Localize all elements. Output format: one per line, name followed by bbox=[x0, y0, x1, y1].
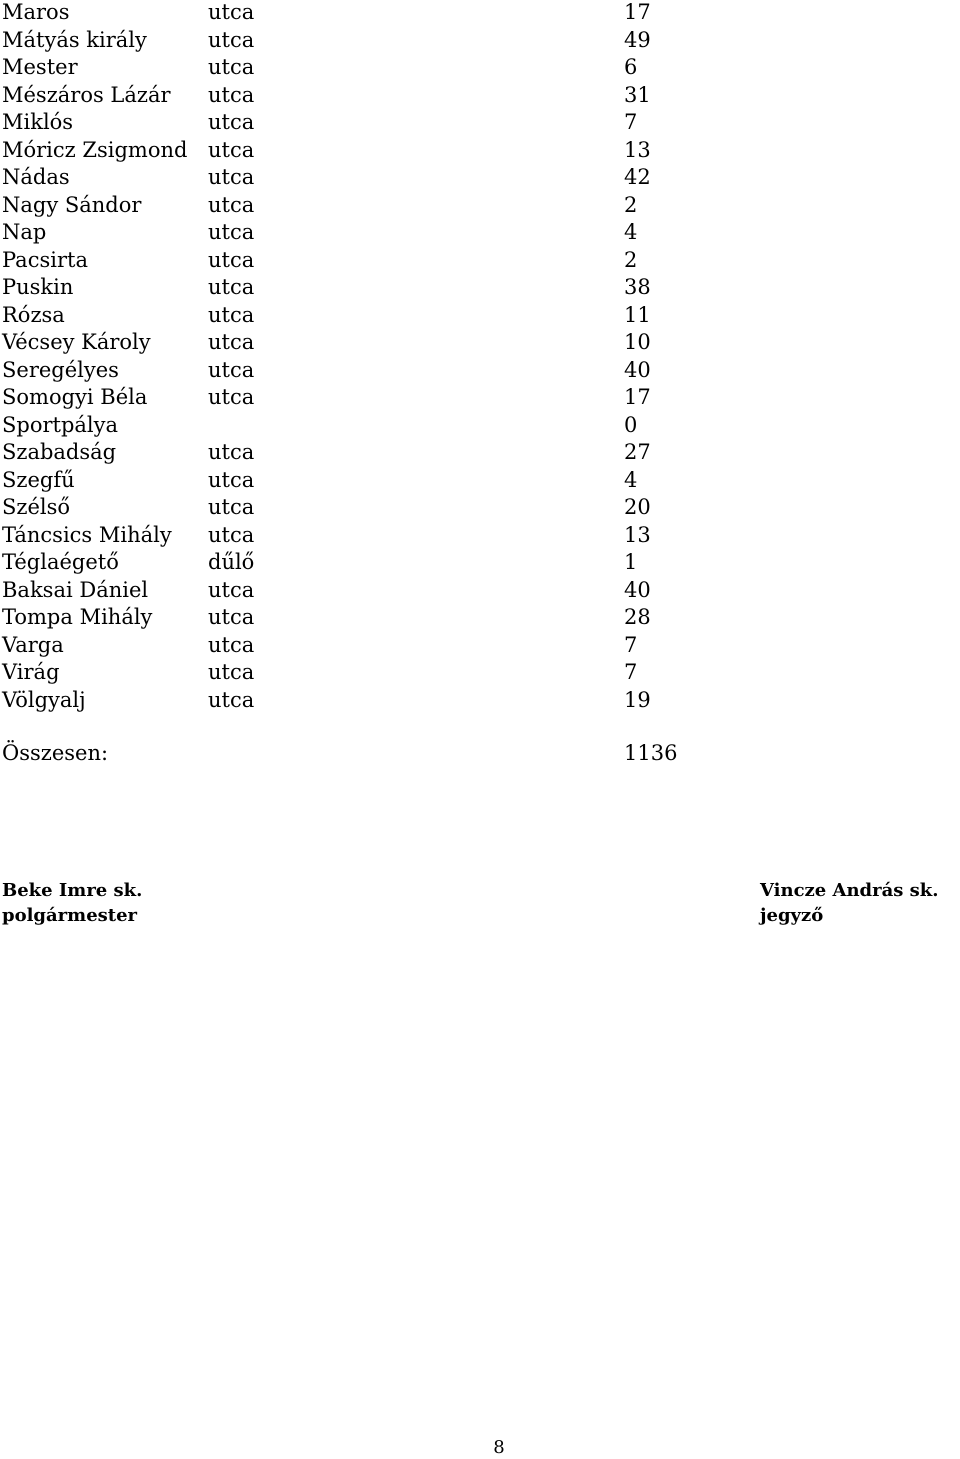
table-row bbox=[0, 523, 960, 551]
street-count: 38 bbox=[624, 275, 651, 299]
street-count: 1 bbox=[624, 550, 638, 574]
street-name: Nádas bbox=[2, 165, 70, 189]
street-type: utca bbox=[208, 330, 255, 354]
street-name: Pacsirta bbox=[2, 247, 88, 272]
street-type: dűlő bbox=[208, 550, 255, 574]
signature-notary bbox=[760, 878, 939, 928]
signature-title: jegyző bbox=[760, 905, 824, 926]
street-name: Táncsics Mihály bbox=[2, 522, 172, 547]
street-type: utca bbox=[208, 467, 255, 492]
total-row bbox=[0, 741, 960, 769]
street-name: Puskin bbox=[2, 275, 74, 299]
table-row bbox=[0, 688, 960, 716]
table-row bbox=[0, 55, 960, 83]
street-name: Völgyalj bbox=[2, 687, 86, 712]
street-count: 20 bbox=[624, 495, 651, 519]
street-count: 27 bbox=[624, 440, 651, 464]
street-name: Maros bbox=[2, 0, 70, 24]
street-type: utca bbox=[208, 632, 255, 657]
street-count: 2 bbox=[624, 247, 638, 272]
table-row bbox=[0, 660, 960, 688]
table-row bbox=[0, 495, 960, 523]
street-count: 28 bbox=[624, 605, 651, 629]
street-type: utca bbox=[208, 660, 255, 684]
street-type: utca bbox=[208, 495, 255, 519]
street-type: utca bbox=[208, 82, 255, 107]
street-name: Szegfű bbox=[2, 467, 75, 492]
street-count: 11 bbox=[624, 302, 651, 327]
street-name: Mészáros Lázár bbox=[2, 82, 171, 107]
street-name: Miklós bbox=[2, 110, 74, 134]
street-count: 4 bbox=[624, 467, 638, 492]
street-type: utca bbox=[208, 0, 255, 24]
street-name: Varga bbox=[2, 632, 64, 657]
street-type: utca bbox=[208, 137, 255, 162]
street-count: 17 bbox=[624, 385, 651, 409]
street-name: Nap bbox=[2, 220, 47, 244]
street-count: 40 bbox=[624, 577, 651, 602]
street-name: Szélső bbox=[2, 495, 71, 519]
total-label: Összesen: bbox=[2, 741, 109, 765]
street-count: 13 bbox=[624, 522, 651, 547]
street-type: utca bbox=[208, 220, 255, 244]
street-name: Mátyás király bbox=[2, 27, 147, 52]
street-count: 10 bbox=[624, 330, 651, 354]
page-number: 8 bbox=[493, 1437, 505, 1458]
signature-name: Vincze András sk. bbox=[760, 880, 939, 901]
total-value: 1136 bbox=[624, 741, 678, 765]
street-name: Seregélyes bbox=[2, 357, 119, 382]
table-row bbox=[0, 633, 960, 661]
table-row bbox=[0, 275, 960, 303]
street-count: 31 bbox=[624, 82, 651, 107]
street-name: Somogyi Béla bbox=[2, 385, 148, 409]
street-count: 17 bbox=[624, 0, 651, 24]
street-type: utca bbox=[208, 110, 255, 134]
street-name: Szabadság bbox=[2, 440, 117, 464]
street-count: 0 bbox=[624, 412, 638, 437]
signature-title: polgármester bbox=[2, 905, 138, 926]
street-name: Móricz Zsigmond bbox=[2, 137, 188, 162]
signature-name: Beke Imre sk. bbox=[2, 880, 143, 901]
street-count: 40 bbox=[624, 357, 651, 382]
table-row bbox=[0, 605, 960, 633]
table-row bbox=[0, 468, 960, 496]
street-type: utca bbox=[208, 605, 255, 629]
street-count: 2 bbox=[624, 192, 638, 217]
street-name: Virág bbox=[2, 660, 60, 684]
table-row bbox=[0, 440, 960, 468]
street-type: utca bbox=[208, 192, 255, 217]
table-row bbox=[0, 0, 960, 28]
table-row bbox=[0, 358, 960, 386]
street-count: 19 bbox=[624, 687, 651, 712]
street-name: Sportpálya bbox=[2, 412, 119, 437]
street-count: 4 bbox=[624, 220, 638, 244]
table-row bbox=[0, 28, 960, 56]
street-count: 42 bbox=[624, 165, 651, 189]
table-row bbox=[0, 330, 960, 358]
street-type: utca bbox=[208, 385, 255, 409]
table-row bbox=[0, 83, 960, 111]
signature-mayor bbox=[2, 878, 142, 928]
street-name: Rózsa bbox=[2, 302, 65, 327]
table-row bbox=[0, 220, 960, 248]
street-type: utca bbox=[208, 440, 255, 464]
street-count: 49 bbox=[624, 27, 651, 52]
street-type: utca bbox=[208, 27, 255, 52]
street-name: Tompa Mihály bbox=[2, 605, 153, 629]
table-row bbox=[0, 550, 960, 578]
street-count: 13 bbox=[624, 137, 651, 162]
table-row bbox=[0, 248, 960, 276]
street-type: utca bbox=[208, 247, 255, 272]
street-count: 7 bbox=[624, 110, 638, 134]
table-row bbox=[0, 385, 960, 413]
street-name: Vécsey Károly bbox=[2, 330, 151, 354]
street-type: utca bbox=[208, 357, 255, 382]
street-name: Téglaégető bbox=[2, 550, 119, 574]
table-row bbox=[0, 578, 960, 606]
street-type: utca bbox=[208, 577, 255, 602]
street-type: utca bbox=[208, 165, 255, 189]
street-type: utca bbox=[208, 55, 255, 79]
table-row bbox=[0, 303, 960, 331]
table-row bbox=[0, 413, 960, 441]
table-row bbox=[0, 138, 960, 166]
table-row bbox=[0, 110, 960, 138]
table-row bbox=[0, 193, 960, 221]
street-name: Mester bbox=[2, 55, 78, 79]
street-name: Nagy Sándor bbox=[2, 192, 142, 217]
street-count: 7 bbox=[624, 632, 638, 657]
street-type: utca bbox=[208, 687, 255, 712]
street-count: 7 bbox=[624, 660, 638, 684]
street-type: utca bbox=[208, 522, 255, 547]
street-type: utca bbox=[208, 302, 255, 327]
street-table bbox=[0, 0, 960, 715]
street-name: Baksai Dániel bbox=[2, 577, 149, 602]
street-type: utca bbox=[208, 275, 255, 299]
table-row bbox=[0, 165, 960, 193]
street-count: 6 bbox=[624, 55, 638, 79]
